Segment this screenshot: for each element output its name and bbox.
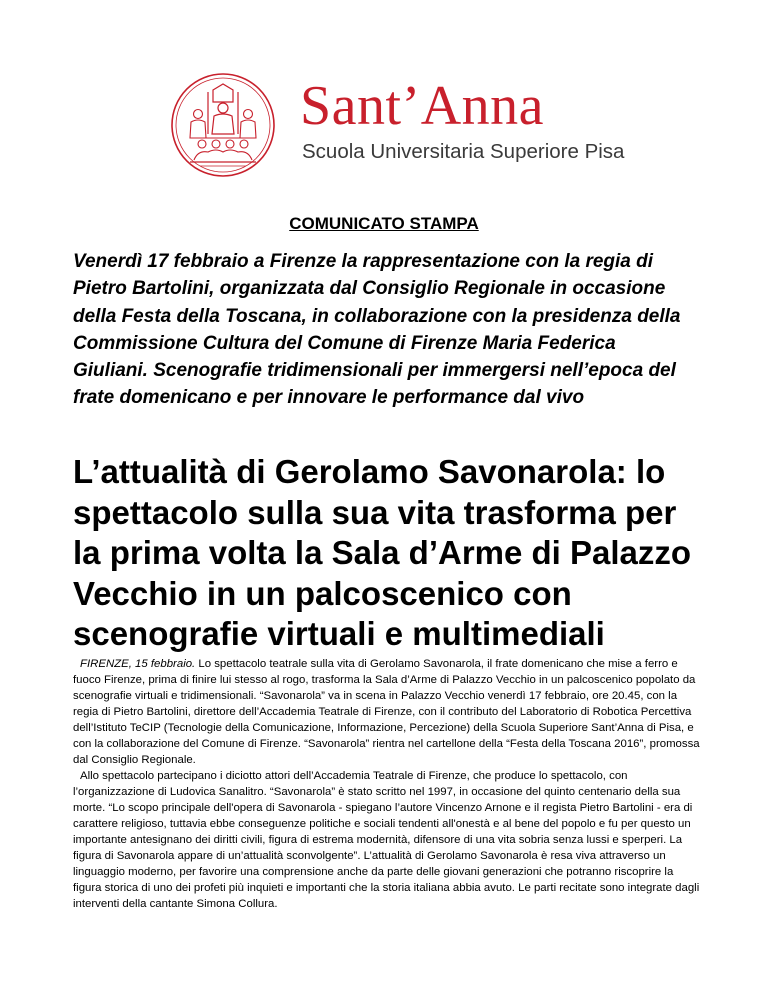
- university-seal-icon: [170, 72, 276, 178]
- paragraph-2-text: Allo spettacolo partecipano i diciotto attori dell’Accademia Teatrale di Firenze, che produce lo spettacolo, con l’organizzazione di Ludovica Sanalitro. “Savonarola” è stato scritto nel 1997, in occasione del quinto centenario della sua morte. “Lo scopo principale dell'opera di Savonarola - spiegano l’autore Vincenzo Arnone e il regista Pietro Bartolini - era di carattere religioso, tuttavia ebbe conseguenze politiche e sociali tendenti all'onestà e al bene del popolo e fu per questo un importante antesignano dei diritti civili, figura di estrema modernità, difensore di una vita sobria senza lussi e sperperi. La figura di Savonarola appare di un’attualità sconvolgente”. L’attualità di Gerolamo Savonarola è resa viva attraverso un linguaggio moderno, per favorire una comprensione anche da parte delle giovani generazioni che potranno riscoprire la figura storica di uno dei profeti più inquieti e importanti che la storia italiana abbia avuto. Le parti recitate sono integrate dagli interventi della cantante Simona Collura.: [73, 770, 700, 910]
- paragraph-1-text: Lo spettacolo teatrale sulla vita di Gerolamo Savonarola, il frate domenicano che mise a ferro e fuoco Firenze, prima di finire lui stesso al rogo, trasforma la Sala d’Arme di Palazzo Vecchio in un palcoscenico popolato da scenografie virtuali e tridimensionali. “Savonarola” va in scena in Palazzo Vecchio venerdì 17 febbraio, ore 20.45, con la regia di Pietro Bartolini, direttore dell’Accademia Teatrale di Firenze, con il contributo del Laboratorio di Robotica Percettiva dell’Istituto TeCIP (Tecnologie della Comunicazione, Informazione, Percezione) della Scuola Superiore Sant’Anna di Pisa, e con la collaborazione del Comune di Firenze. “Savonarola” rientra nel cartellone della “Festa della Toscana 2016”, promossa dal Consiglio Regionale.: [73, 658, 700, 766]
- dateline: FIRENZE, 15 febbraio.: [80, 658, 196, 670]
- body-paragraph-2: [73, 768, 701, 912]
- document-label: COMUNICATO STAMPA: [289, 214, 479, 233]
- brand-subtitle: Scuola Universitaria Superiore Pisa: [302, 140, 625, 163]
- header-logo: [170, 72, 625, 182]
- subheadline: Venerdì 17 febbraio a Firenze la rappresentazione con la regia di Pietro Bartolini, organizzata dal Consiglio Regionale in occasione della Festa della Toscana, in collaborazione con la presidenza della Commissione Cultura del Comune di Firenze Maria Federica Giuliani. Scenografie tridimensionali per immergersi nell’epoca del frate domenicano e per innovare le performance dal vivo: [73, 251, 681, 409]
- body-paragraph-1: [73, 656, 701, 768]
- page-title: L’attualità di Gerolamo Savonarola: lo spettacolo sulla sua vita trasforma per la prima volta la Sala d’Arme di Palazzo Vecchio in un palcoscenico con scenografie virtuali e multimediali: [73, 453, 692, 652]
- brand-name: Sant’Anna: [300, 75, 545, 137]
